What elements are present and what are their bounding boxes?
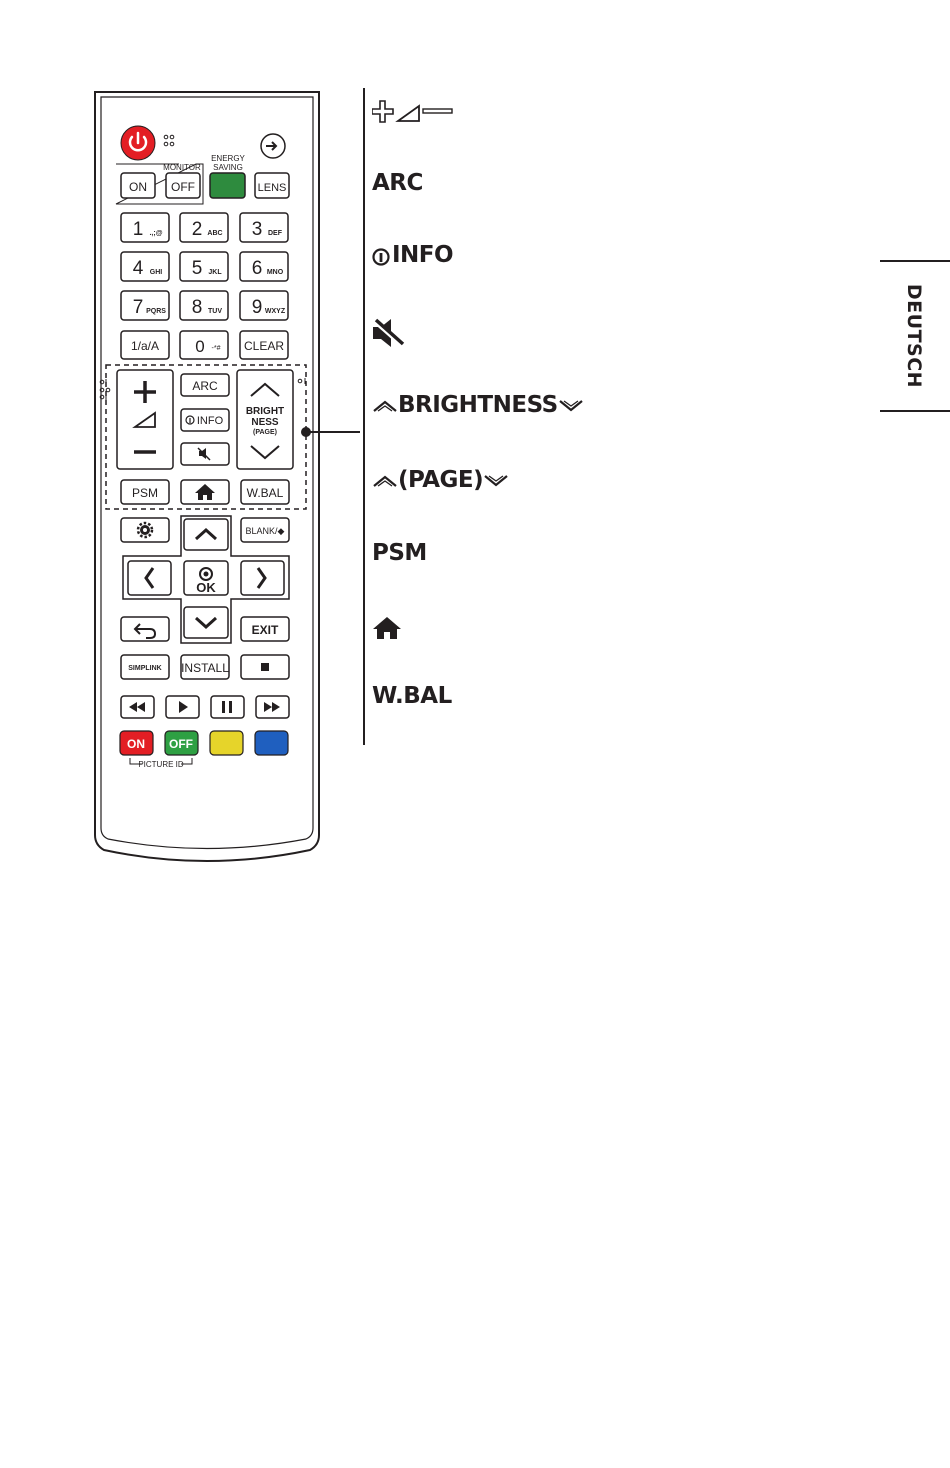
settings-button[interactable]: [121, 518, 169, 542]
number-key-letters: ABC: [207, 230, 223, 237]
number-key-frame: [180, 291, 228, 320]
legend-mute: [372, 318, 406, 348]
svg-text:ARC: ARC: [192, 379, 218, 393]
legend-volume: [372, 98, 454, 125]
stop-button[interactable]: [241, 655, 289, 679]
info-button[interactable]: [181, 409, 229, 431]
monitor-group-label: MONITOR: [163, 163, 201, 172]
number-key-letters: PQRS: [146, 308, 166, 315]
picture-id-label: PICTURE ID: [138, 760, 184, 769]
svg-text:PSM: PSM: [131, 486, 159, 500]
picture-on-red-button[interactable]: [120, 731, 153, 755]
svg-text:OFF: OFF: [169, 737, 193, 751]
svg-text:NESS: NESS: [251, 417, 279, 428]
energy-saving-label-2: SAVING: [213, 163, 243, 172]
exit-button[interactable]: [241, 617, 289, 641]
simplink-button[interactable]: [121, 655, 169, 679]
volume-rocker[interactable]: [117, 370, 173, 469]
energy-saving-label-1: ENERGY: [211, 154, 245, 163]
numpad: [121, 213, 288, 320]
info-icon: [372, 244, 392, 268]
mute-button[interactable]: [181, 443, 229, 465]
remote-control-illustration: [0, 0, 380, 870]
home-icon: [372, 615, 402, 641]
number-key-4[interactable]: [121, 252, 169, 281]
svg-text:W.BAL: W.BAL: [246, 486, 284, 500]
nav-up-button[interactable]: [184, 519, 228, 550]
psm-button[interactable]: [121, 480, 169, 504]
number-key-frame: [121, 291, 169, 320]
legend-wbal: W.BAL: [372, 683, 452, 709]
number-key-digit: 7: [132, 297, 144, 318]
blank-button[interactable]: [241, 518, 289, 542]
svg-text:LENS: LENS: [257, 182, 287, 194]
legend-home: [372, 614, 402, 641]
number-key-digit: 6: [251, 258, 263, 279]
number-key-letters: MNO: [266, 269, 284, 276]
legend-psm: PSM: [372, 540, 427, 566]
svg-text:OK: OK: [196, 580, 216, 595]
legend-page-label: (PAGE): [398, 467, 484, 493]
callout-dot: [301, 427, 311, 437]
number-key-frame: [121, 213, 169, 242]
wbal-button[interactable]: [241, 480, 289, 504]
number-key-frame: [240, 213, 288, 242]
number-key-digit: 5: [191, 258, 203, 279]
energy-saving-button[interactable]: [210, 173, 245, 198]
rewind-button[interactable]: [121, 696, 154, 718]
svg-text:ON: ON: [127, 737, 145, 751]
number-key-frame: [180, 213, 228, 242]
double-chevron-up-icon: [372, 474, 398, 488]
legend-brightness: [372, 392, 584, 418]
monitor-on-button[interactable]: [121, 173, 155, 198]
lens-button[interactable]: [255, 173, 289, 198]
number-key-letters: TUV: [208, 308, 222, 315]
zero-key-button[interactable]: [180, 331, 228, 359]
double-chevron-up-icon: [372, 399, 398, 413]
blue-button[interactable]: [255, 731, 288, 755]
number-key-frame: [180, 252, 228, 281]
arc-button[interactable]: [181, 374, 229, 396]
svg-text:CLEAR: CLEAR: [243, 339, 285, 353]
svg-text:(PAGE): (PAGE): [253, 429, 277, 436]
number-key-digit: 3: [251, 219, 263, 240]
fast-forward-button[interactable]: [256, 696, 289, 718]
number-key-6[interactable]: [240, 252, 288, 281]
ok-button[interactable]: [184, 561, 228, 595]
side-tab-bottom-rule: [880, 410, 950, 412]
number-key-letters: JKL: [208, 269, 222, 276]
number-key-letters: WXYZ: [264, 308, 286, 315]
number-key-digit: 1: [132, 219, 144, 240]
number-key-letters: DEF: [268, 230, 282, 237]
number-key-frame: [121, 252, 169, 281]
install-button[interactable]: [181, 655, 229, 679]
double-chevron-down-icon: [483, 474, 509, 488]
mute-icon: [372, 318, 406, 348]
legend-divider: [363, 88, 365, 745]
brightness-rocker[interactable]: [237, 370, 293, 469]
number-key-5[interactable]: [180, 252, 228, 281]
number-key-digit: 9: [251, 297, 263, 318]
volume-plus-minus-icon: [372, 99, 454, 125]
number-key-frame: [240, 252, 288, 281]
clear-button[interactable]: [240, 331, 288, 359]
number-key-9[interactable]: [240, 291, 288, 320]
picture-off-green-button[interactable]: [165, 731, 198, 755]
number-key-digit: 8: [191, 297, 203, 318]
svg-text:SIMPLINK: SIMPLINK: [128, 665, 162, 672]
svg-text:BLANK/◆: BLANK/◆: [245, 526, 285, 536]
number-key-1[interactable]: [121, 213, 169, 242]
svg-text:-*#: -*#: [211, 345, 221, 352]
yellow-button[interactable]: [210, 731, 243, 755]
number-key-letters: GHI: [149, 269, 163, 276]
number-key-8[interactable]: [180, 291, 228, 320]
side-tab-top-rule: [880, 260, 950, 262]
legend-info-label: INFO: [392, 242, 454, 268]
svg-text:INSTALL: INSTALL: [181, 661, 229, 675]
legend-info: [372, 242, 453, 268]
svg-text:INFO: INFO: [196, 415, 224, 427]
mode-key-button[interactable]: [121, 331, 169, 359]
svg-text:0: 0: [195, 337, 205, 356]
back-button[interactable]: [121, 617, 169, 641]
svg-text:1/a/A: 1/a/A: [130, 339, 160, 353]
number-key-digit: 2: [191, 219, 203, 240]
number-key-7[interactable]: [121, 291, 169, 320]
play-button[interactable]: [166, 696, 199, 718]
double-chevron-down-icon: [558, 399, 584, 413]
legend-page: [372, 467, 509, 493]
nav-left-button[interactable]: [128, 561, 171, 595]
nav-down-button[interactable]: [184, 607, 228, 638]
number-key-3[interactable]: [240, 213, 288, 242]
svg-text:ON: ON: [129, 180, 147, 194]
svg-text:EXIT: EXIT: [251, 623, 279, 637]
home-button[interactable]: [181, 480, 229, 504]
input-button[interactable]: [261, 134, 285, 158]
number-key-2[interactable]: [180, 213, 228, 242]
legend-brightness-label: BRIGHTNESS: [398, 392, 558, 418]
svg-text:OFF: OFF: [171, 180, 195, 194]
monitor-off-button[interactable]: [166, 173, 200, 198]
number-key-frame: [240, 291, 288, 320]
side-tab-label: DEUTSCH: [903, 283, 925, 389]
number-key-digit: 4: [132, 258, 144, 279]
pause-button[interactable]: [211, 696, 244, 718]
svg-text:BRIGHT: BRIGHT: [245, 406, 285, 417]
nav-right-button[interactable]: [241, 561, 284, 595]
legend-arc: ARC: [372, 170, 423, 196]
number-key-letters: .,;@: [149, 230, 163, 237]
power-button[interactable]: [121, 126, 155, 160]
